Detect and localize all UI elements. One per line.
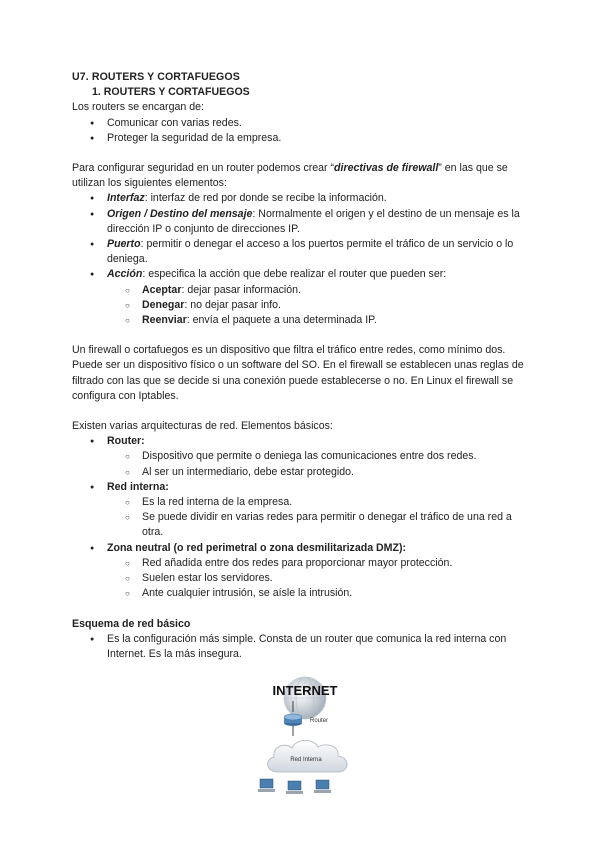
term: Acción xyxy=(107,268,143,281)
definition: : dejar pasar información. xyxy=(181,283,301,296)
list-item: ○ Ante cualquier intrusión, se aísle la intrusión. xyxy=(72,586,532,601)
firewall-directives-paragraph xyxy=(72,161,532,191)
list-item xyxy=(72,267,532,328)
list-item: ○ Suelen estar los servidores. xyxy=(72,571,532,586)
term: Interfaz xyxy=(107,192,145,205)
actions-list xyxy=(107,283,532,329)
list-item xyxy=(72,298,532,313)
intro-list xyxy=(72,116,532,146)
definition: : especifica la acción que debe realizar el router que pueden ser: xyxy=(142,268,447,281)
list-item xyxy=(72,480,532,541)
architecture-list xyxy=(72,434,532,601)
para-text: Para configurar seguridad en un router podemos crear “ xyxy=(72,162,335,175)
lan-label: Red Interna xyxy=(290,757,322,763)
list-item: ○ Red añadida entre dos redes para proporcionar mayor protección. xyxy=(72,556,532,571)
list-item: ● Comunicar con varias redes. xyxy=(72,116,532,131)
definition: : permitir o denegar el acceso a los puertos permite el tráfico de un servicio o lo deniega. xyxy=(107,238,514,266)
firewall-paragraph: Un firewall o cortafuegos es un dispositivo que filtra el tráfico entre redes, como mínimo dos. Puede ser un dispositivo físico o un software del SO. En el firewall se establecen unas reglas de filtrado con las que se decide si una conexión puede establecerse o no. En Linux el firewall se configura con Iptables. xyxy=(72,344,524,402)
definition: : envía el paquete a una determinada IP. xyxy=(186,314,377,327)
term: Aceptar xyxy=(142,283,182,296)
schema-list xyxy=(72,632,532,662)
term: Denegar xyxy=(142,298,185,311)
router-icon xyxy=(284,714,302,726)
term: Reenviar xyxy=(142,314,187,327)
internet-label: INTERNET xyxy=(272,683,338,698)
list-item: ○ Es la red interna de la empresa. xyxy=(72,495,532,510)
list-item: ○ Se puede dividir en varias redes para permitir o denegar el tráfico de una red a otra. xyxy=(72,510,532,540)
sub-list xyxy=(107,449,532,479)
list-item xyxy=(72,541,532,602)
computer-icon xyxy=(314,780,331,793)
definition: : interfaz de red por donde se recibe la información. xyxy=(144,192,387,205)
list-item: ● Es la configuración más simple. Consta de un router que comunica la red interna con Internet. Es la más insegura. xyxy=(72,632,532,662)
computer-icon xyxy=(258,779,275,792)
schema-heading: Esquema de red básico xyxy=(72,617,191,630)
sub-list xyxy=(107,556,532,602)
list-item: ○ Dispositivo que permite o deniega las comunicaciones entre dos redes. xyxy=(72,449,532,464)
definition: : no dejar pasar info. xyxy=(184,298,281,311)
section-heading: 1. ROUTERS Y CORTAFUEGOS xyxy=(92,86,250,99)
term: Origen / Destino del mensaje xyxy=(107,207,253,220)
doc-title: U7. ROUTERS Y CORTAFUEGOS xyxy=(72,71,240,83)
network-diagram xyxy=(248,676,366,798)
list-item xyxy=(72,207,532,237)
item-heading: Router: xyxy=(107,435,145,448)
list-item xyxy=(72,313,532,328)
para-text: ” en las que se utilizan los siguientes elementos: xyxy=(72,162,508,190)
list-item xyxy=(72,237,532,267)
item-heading: Zona neutral (o red perimetral o zona desmilitarizada DMZ): xyxy=(107,541,407,554)
list-item: ○ Al ser un intermediario, debe estar protegido. xyxy=(72,465,532,480)
list-item: ● Proteger la seguridad de la empresa. xyxy=(72,131,532,146)
elements-list xyxy=(72,191,532,328)
router-label: Router xyxy=(310,718,329,724)
list-item xyxy=(72,191,532,206)
document-page xyxy=(72,70,532,662)
intro-text: Los routers se encargan de: xyxy=(72,101,204,114)
para-term: directivas de firewall xyxy=(334,162,439,175)
architecture-intro: Existen varias arquitecturas de red. Elementos básicos: xyxy=(72,420,333,433)
list-item xyxy=(72,434,532,480)
definition: : Normalmente el origen y el destino de un mensaje es la dirección IP o conjunto de direcciones IP. xyxy=(107,207,520,235)
sub-list xyxy=(107,495,532,541)
computer-icon xyxy=(286,781,303,794)
list-item xyxy=(72,283,532,298)
term: Puerto xyxy=(107,238,141,251)
item-heading: Red interna: xyxy=(107,480,169,493)
